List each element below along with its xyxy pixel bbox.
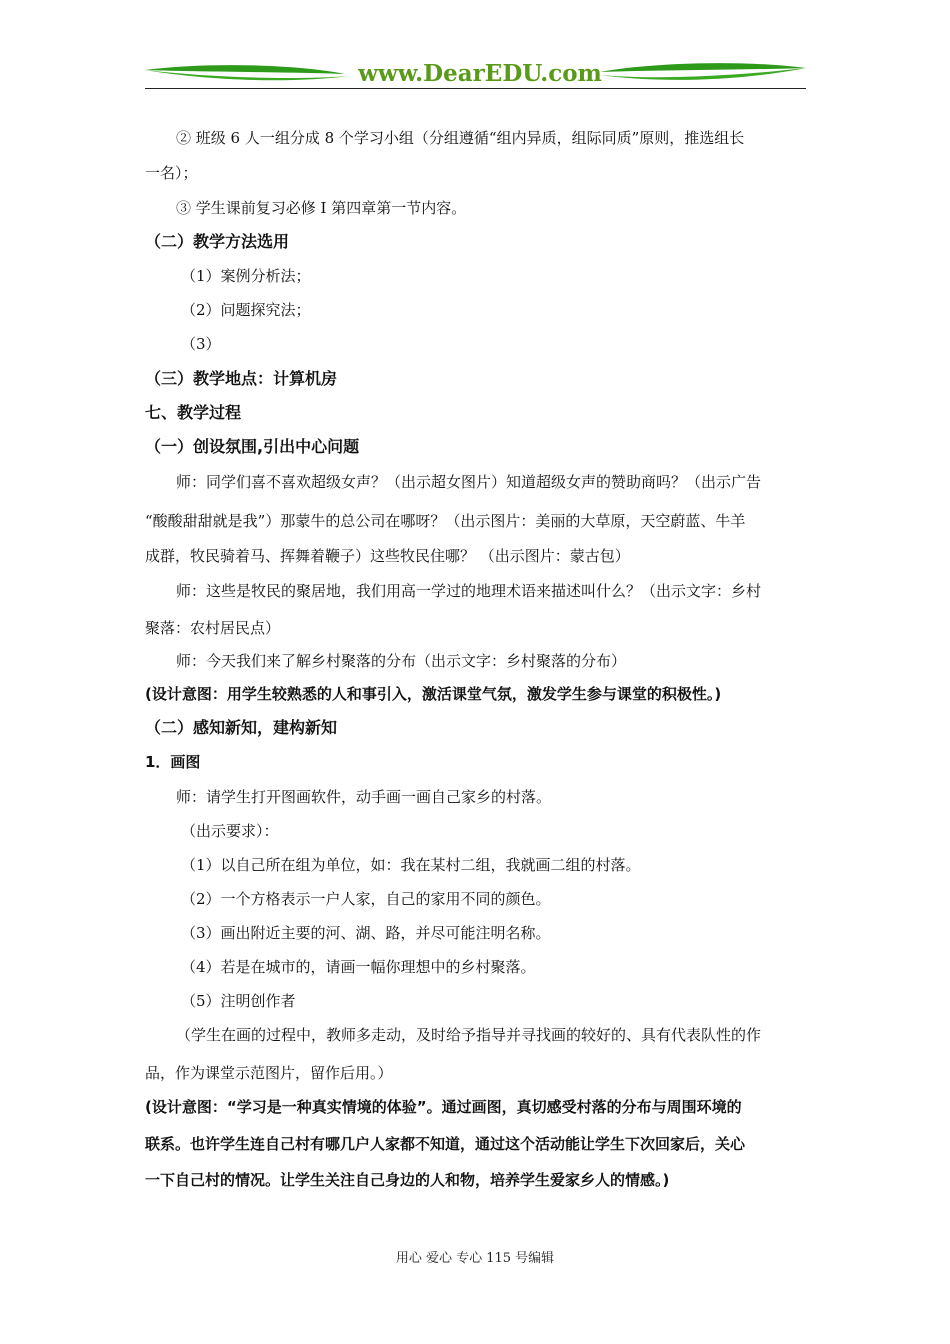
list-item: （5）注明创作者 xyxy=(181,992,296,1010)
text-line: （出示要求）： xyxy=(181,822,279,840)
text-line: 聚落：农村居民点） xyxy=(145,619,281,637)
list-item: （4）若是在城市的，请画一幅你理想中的乡村聚落。 xyxy=(181,958,536,976)
section-heading: （二）感知新知，建构新知 xyxy=(145,718,338,737)
site-logo: www.DearEDU.com xyxy=(358,60,602,87)
design-intent-note: (设计意图：用学生较熟悉的人和事引入，激活课堂气氛，激发学生参与课堂的积极性。) xyxy=(145,685,722,703)
text-line: 师：同学们喜不喜欢超级女声？（出示超女图片）知道超级女声的赞助商吗？（出示广告 xyxy=(176,473,762,491)
page-footer: 用心 爱心 专心 115 号编辑 xyxy=(395,1251,555,1266)
list-item: （3） xyxy=(181,335,221,353)
list-item: （2）一个方格表示一户人家，自己的家用不同的颜色。 xyxy=(181,890,551,908)
text-line: ② 班级 6 人一组分成 8 个学习小组（分组遵循“组内异质，组际同质”原则，推选组长 xyxy=(176,129,745,147)
text-line: “酸酸甜甜就是我”）那蒙牛的总公司在哪呀？（出示图片：美丽的大草原，天空蔚蓝、牛羊 xyxy=(145,512,746,530)
section-heading: （一）创设氛围,引出中心问题 xyxy=(145,437,360,456)
design-intent-note: (设计意图：“学习是一种真实情境的体验”。通过画图，真切感受村落的分布与周围环境的 xyxy=(145,1098,742,1116)
text-line: 师：这些是牧民的聚居地，我们用高一学过的地理术语来描述叫什么？（出示文字：乡村 xyxy=(176,582,762,600)
text-line: 师：请学生打开图画软件，动手画一画自己家乡的村落。 xyxy=(176,788,552,806)
text-line: 成群，牧民骑着马、挥舞着鞭子）这些牧民住哪？ （出示图片：蒙古包） xyxy=(145,547,630,565)
section-heading: 七、教学过程 xyxy=(145,403,242,422)
design-intent-note: 联系。也许学生连自己村有哪几户人家都不知道，通过这个活动能让学生下次回家后，关心 xyxy=(145,1135,746,1153)
text-line: 品，作为课堂示范图片，留作后用。） xyxy=(145,1064,393,1082)
list-item: （1）案例分析法； xyxy=(181,267,311,285)
header-divider xyxy=(145,88,806,89)
design-intent-note: 一下自己村的情况。让学生关注自己身边的人和物，培养学生爱家乡人的情感。) xyxy=(145,1171,670,1189)
list-item: （1）以自己所在组为单位，如：我在某村二组，我就画二组的村落。 xyxy=(181,856,641,874)
section-heading: （二）教学方法选用 xyxy=(145,232,290,251)
section-heading: （三）教学地点：计算机房 xyxy=(145,369,338,388)
list-item: （2）问题探究法； xyxy=(181,301,311,319)
text-line: ③ 学生课前复习必修 I 第四章第一节内容。 xyxy=(176,199,467,217)
text-line: 一名）； xyxy=(145,164,198,182)
text-line: 师：今天我们来了解乡村聚落的分布（出示文字：乡村聚落的分布） xyxy=(176,652,627,670)
text-line: （学生在画的过程中，教师多走动，及时给予指导并寻找画的较好的、具有代表队性的作 xyxy=(176,1026,762,1044)
subsection-heading: 1．画图 xyxy=(145,753,201,771)
list-item: （3）画出附近主要的河、湖、路，并尽可能注明名称。 xyxy=(181,924,551,942)
